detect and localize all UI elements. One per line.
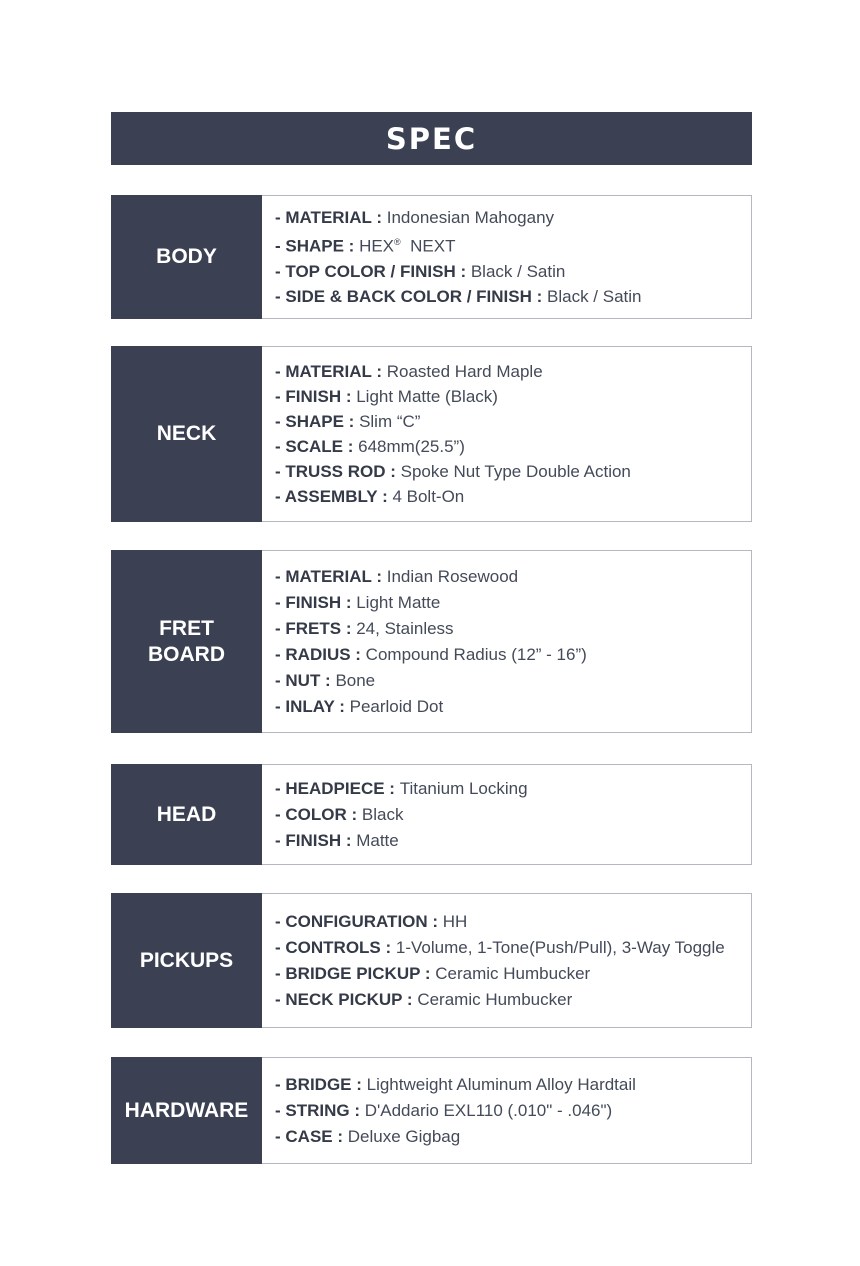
registered-mark: ® <box>394 237 401 248</box>
section-label-pickups: PICKUPS <box>111 893 262 1028</box>
spec-item <box>275 1072 751 1098</box>
spec-key: - FRETS : <box>275 618 357 638</box>
spec-item <box>275 359 751 384</box>
spec-value: Ceramic Humbucker <box>435 963 591 983</box>
spec-item <box>275 205 751 230</box>
spec-key: - INLAY : <box>275 696 350 716</box>
section-fretboard <box>111 550 752 733</box>
spec-value: Spoke Nut Type Double Action <box>400 462 631 481</box>
section-pickups <box>111 893 752 1028</box>
spec-value: Light Matte <box>356 592 441 612</box>
section-head <box>111 764 752 865</box>
spec-value: Black / Satin <box>470 261 566 281</box>
spec-key: - NECK PICKUP : <box>275 989 418 1009</box>
section-hardware <box>111 1057 752 1164</box>
spec-value-suffix: NEXT <box>400 236 456 256</box>
spec-item <box>275 961 751 987</box>
spec-list-neck <box>262 347 751 521</box>
spec-key: - MATERIAL : <box>275 362 387 381</box>
spec-item <box>275 230 751 259</box>
spec-item <box>275 564 751 590</box>
spec-key: - COLOR : <box>275 804 362 824</box>
spec-value: Roasted Hard Maple <box>386 362 543 381</box>
spec-value: D'Addario EXL110 (.010" - .046") <box>364 1100 613 1120</box>
spec-item <box>275 987 751 1013</box>
spec-item <box>275 828 751 854</box>
spec-value: 4 Bolt-On <box>392 487 465 506</box>
section-label-fretboard: FRET BOARD <box>111 550 262 733</box>
spec-value: 24, Stainless <box>356 618 454 638</box>
spec-list-fretboard <box>262 551 751 732</box>
spec-key: - HEADPIECE : <box>275 778 400 798</box>
spec-key: - FINISH : <box>275 592 357 612</box>
section-body <box>111 195 752 319</box>
spec-item <box>275 259 751 284</box>
spec-key: - MATERIAL : <box>275 208 387 228</box>
section-label-hardware: HARDWARE <box>111 1057 262 1164</box>
spec-value: HH <box>442 911 468 931</box>
spec-key: - ASSEMBLY : <box>275 487 393 506</box>
spec-item <box>275 590 751 616</box>
spec-value: Black / Satin <box>547 286 642 306</box>
spec-key: - FINISH : <box>275 830 357 850</box>
section-label-neck: NECK <box>111 346 262 522</box>
spec-item <box>275 935 751 961</box>
spec-item <box>275 459 751 484</box>
spec-key: - SHAPE : <box>275 236 360 256</box>
spec-value: Bone <box>335 670 376 690</box>
spec-key: - MATERIAL : <box>275 566 387 586</box>
spec-item <box>275 1098 751 1124</box>
spec-item <box>275 284 751 309</box>
spec-value: Ceramic Humbucker <box>417 989 573 1009</box>
spec-value: Black <box>361 804 404 824</box>
spec-item <box>275 616 751 642</box>
spec-item <box>275 642 751 668</box>
section-label-body: BODY <box>111 195 262 319</box>
spec-list-hardware <box>262 1058 751 1163</box>
spec-value: Pearloid Dot <box>349 696 444 716</box>
spec-item <box>275 802 751 828</box>
spec-value: Slim “C” <box>359 412 421 431</box>
spec-item <box>275 776 751 802</box>
spec-item <box>275 694 751 720</box>
spec-value: Indonesian Mahogany <box>386 208 555 228</box>
spec-list-pickups <box>262 894 751 1027</box>
spec-item <box>275 434 751 459</box>
spec-title: SPEC <box>111 112 752 165</box>
spec-key: - SHAPE : <box>275 412 360 431</box>
spec-value: Titanium Locking <box>399 778 528 798</box>
spec-key: - NUT : <box>275 670 336 690</box>
spec-key: - TRUSS ROD : <box>275 462 401 481</box>
spec-key: - SIDE & BACK COLOR / FINISH : <box>275 286 547 306</box>
spec-item <box>275 409 751 434</box>
spec-key: - CONFIGURATION : <box>275 911 443 931</box>
spec-value: Deluxe Gigbag <box>347 1126 461 1146</box>
spec-item <box>275 909 751 935</box>
spec-value: Lightweight Aluminum Alloy Hardtail <box>366 1074 636 1094</box>
spec-key: - BRIDGE : <box>275 1074 367 1094</box>
spec-item <box>275 384 751 409</box>
spec-key: - BRIDGE PICKUP : <box>275 963 436 983</box>
spec-key: - CONTROLS : <box>275 937 396 957</box>
spec-key: - TOP COLOR / FINISH : <box>275 261 471 281</box>
spec-item <box>275 484 751 509</box>
spec-key: - CASE : <box>275 1126 348 1146</box>
spec-value: Light Matte (Black) <box>356 387 498 406</box>
section-label-head: HEAD <box>111 764 262 865</box>
spec-item <box>275 1124 751 1150</box>
spec-value: HEX <box>359 236 395 256</box>
spec-value: 1-Volume, 1-Tone(Push/Pull), 3-Way Toggle <box>395 937 725 957</box>
spec-value: 648mm(25.5”) <box>358 437 465 456</box>
spec-key: - FINISH : <box>275 387 357 406</box>
spec-key: - SCALE : <box>275 437 359 456</box>
spec-list-body <box>262 196 751 318</box>
section-neck <box>111 346 752 522</box>
spec-item <box>275 668 751 694</box>
spec-value: Indian Rosewood <box>386 566 519 586</box>
spec-key: - STRING : <box>275 1100 365 1120</box>
spec-list-head <box>262 765 751 864</box>
spec-value: Matte <box>356 830 399 850</box>
spec-key: - RADIUS : <box>275 644 366 664</box>
spec-value: Compound Radius (12” - 16”) <box>365 644 587 664</box>
